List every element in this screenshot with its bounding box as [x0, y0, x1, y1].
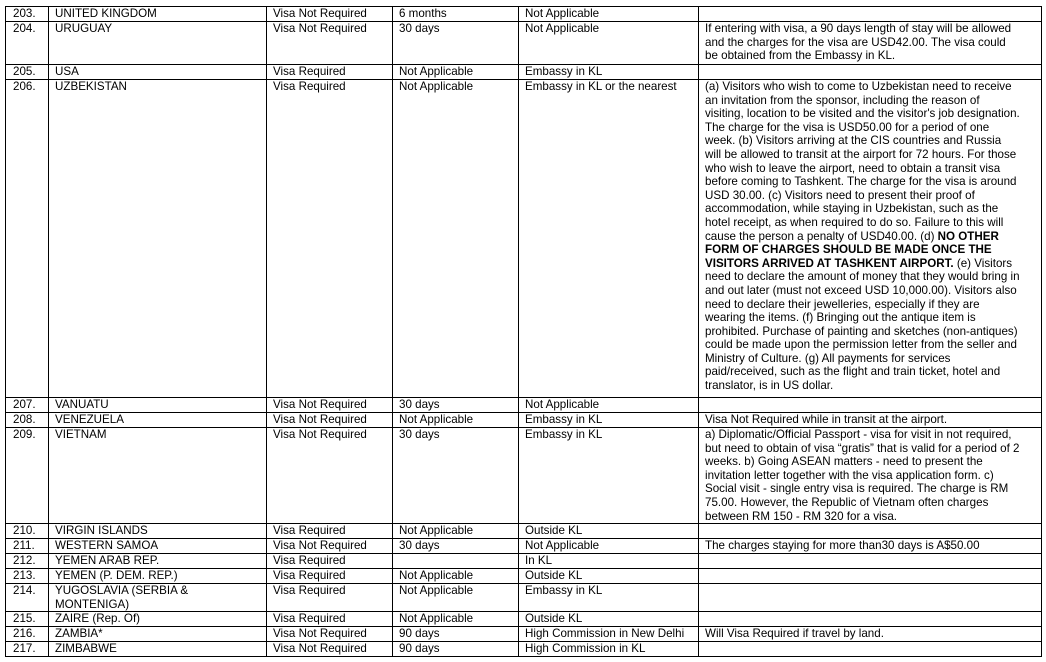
- where-to-obtain: Embassy in KL: [519, 413, 699, 428]
- table-row: [6, 554, 1042, 569]
- country-name: UNITED KINGDOM: [49, 7, 267, 22]
- visa-status: Visa Required: [267, 524, 393, 539]
- table-row: [6, 22, 1042, 65]
- table-row: [6, 413, 1042, 428]
- country-name: YEMEN ARAB REP.: [49, 554, 267, 569]
- country-name: URUGUAY: [49, 22, 267, 65]
- where-to-obtain: Embassy in KL: [519, 584, 699, 612]
- country-name: VIRGIN ISLANDS: [49, 524, 267, 539]
- table-row: [6, 627, 1042, 642]
- length-of-stay: 6 months: [393, 7, 519, 22]
- where-to-obtain: High Commission in New Delhi: [519, 627, 699, 642]
- table-row: [6, 80, 1042, 398]
- remarks: [699, 554, 1042, 569]
- country-name: UZBEKISTAN: [49, 80, 267, 398]
- remarks: [699, 80, 1042, 398]
- row-number: 203.: [6, 7, 49, 22]
- country-name: ZAMBIA*: [49, 627, 267, 642]
- table-row: [6, 524, 1042, 539]
- length-of-stay: Not Applicable: [393, 584, 519, 612]
- visa-status: Visa Required: [267, 554, 393, 569]
- visa-status: Visa Not Required: [267, 398, 393, 413]
- length-of-stay: 30 days: [393, 539, 519, 554]
- visa-status: Visa Not Required: [267, 413, 393, 428]
- table-row: [6, 398, 1042, 413]
- remarks: [699, 524, 1042, 539]
- row-number: 210.: [6, 524, 49, 539]
- where-to-obtain: Not Applicable: [519, 7, 699, 22]
- remarks: [699, 65, 1042, 80]
- row-number: 212.: [6, 554, 49, 569]
- row-number: 217.: [6, 642, 49, 657]
- table-row: [6, 65, 1042, 80]
- table-row: [6, 428, 1042, 524]
- country-name: VENEZUELA: [49, 413, 267, 428]
- length-of-stay: 90 days: [393, 627, 519, 642]
- row-number: 204.: [6, 22, 49, 65]
- length-of-stay: [393, 554, 519, 569]
- visa-status: Visa Not Required: [267, 428, 393, 524]
- country-name: USA: [49, 65, 267, 80]
- length-of-stay: 30 days: [393, 428, 519, 524]
- table-row: [6, 569, 1042, 584]
- country-name: VIETNAM: [49, 428, 267, 524]
- length-of-stay: Not Applicable: [393, 413, 519, 428]
- remarks: [699, 612, 1042, 627]
- visa-status: Visa Not Required: [267, 7, 393, 22]
- where-to-obtain: High Commission in KL: [519, 642, 699, 657]
- country-name: VANUATU: [49, 398, 267, 413]
- visa-status: Visa Not Required: [267, 627, 393, 642]
- row-number: 205.: [6, 65, 49, 80]
- visa-status: Visa Required: [267, 80, 393, 398]
- where-to-obtain: In KL: [519, 554, 699, 569]
- row-number: 209.: [6, 428, 49, 524]
- table-row: [6, 584, 1042, 612]
- remarks: [699, 569, 1042, 584]
- remarks-text: (a) Visitors who wish to come to Uzbekistan need to receive an invitation from the sponsor, including the reason of visiting, location to be visited and the visitor's job designation. The charge for the visa is USD50.00 for a period of one week. (b) Visitors arriving at the CIS countries and Russia will be allowed to transit at the airport for 72 hours. For those who wish to leave the airport, need to obtain a transit visa before coming to Tashkent. The charge for the visa is around USD 30.00. (c) Visitors need to present their proof of accommodation, while staying in Uzbekistan, such as the hotel receipt, as when required to do so. Failure to this will cause the person a penalty of USD40.00. (d): [705, 80, 1020, 243]
- country-name: WESTERN SAMOA: [49, 539, 267, 554]
- country-name: YUGOSLAVIA (SERBIA & MONTENIGA): [49, 584, 267, 612]
- table-row: [6, 612, 1042, 627]
- length-of-stay: 90 days: [393, 642, 519, 657]
- visa-requirements-table: [5, 6, 1042, 657]
- remarks: a) Diplomatic/Official Passport - visa for visit in not required, but need to obtain of visa “gratis” that is valid for a period of 2 weeks. b) Going ASEAN matters - need to present the invitation letter together with the visa application form. c) Social visit - single entry visa is required. The charge is RM 75.00. However, the Republic of Vietnam often charges between RM 150 - RM 320 for a visa.: [699, 428, 1042, 524]
- where-to-obtain: Embassy in KL: [519, 65, 699, 80]
- length-of-stay: 30 days: [393, 398, 519, 413]
- row-number: 207.: [6, 398, 49, 413]
- where-to-obtain: Embassy in KL or the nearest: [519, 80, 699, 398]
- table-row: [6, 642, 1042, 657]
- where-to-obtain: Embassy in KL: [519, 428, 699, 524]
- length-of-stay: Not Applicable: [393, 65, 519, 80]
- where-to-obtain: Outside KL: [519, 524, 699, 539]
- table-row: [6, 539, 1042, 554]
- where-to-obtain: Not Applicable: [519, 539, 699, 554]
- row-number: 215.: [6, 612, 49, 627]
- country-name: ZAIRE (Rep. Of): [49, 612, 267, 627]
- visa-status: Visa Not Required: [267, 642, 393, 657]
- remarks: [699, 398, 1042, 413]
- remarks: If entering with visa, a 90 days length of stay will be allowed and the charges for the visa are USD42.00. The visa could be obtained from the Embassy in KL.: [699, 22, 1042, 65]
- row-number: 213.: [6, 569, 49, 584]
- country-name: YEMEN (P. DEM. REP.): [49, 569, 267, 584]
- remarks: [699, 7, 1042, 22]
- table-row: [6, 7, 1042, 22]
- where-to-obtain: Outside KL: [519, 569, 699, 584]
- length-of-stay: 30 days: [393, 22, 519, 65]
- visa-status: Visa Required: [267, 584, 393, 612]
- length-of-stay: Not Applicable: [393, 569, 519, 584]
- where-to-obtain: Not Applicable: [519, 398, 699, 413]
- visa-status: Visa Not Required: [267, 539, 393, 554]
- length-of-stay: Not Applicable: [393, 612, 519, 627]
- visa-status: Visa Required: [267, 569, 393, 584]
- remarks: [699, 584, 1042, 612]
- country-name: ZIMBABWE: [49, 642, 267, 657]
- length-of-stay: Not Applicable: [393, 524, 519, 539]
- remarks-text: (e) Visitors need to declare the amount of money that they would bring in and out later (must not exceed USD 10,000.00). Visitors also need to declare their jewelleries, especially if they are wearing the items. (f) Bringing out the antique item is prohibited. Purchase of painting and sketches (non-antiques) could be made upon the permission letter from the seller and Ministry of Culture. (g) All payments for services paid/received, such as the flight and train ticket, hotel and translator, is in US dollar.: [705, 256, 1020, 393]
- row-number: 216.: [6, 627, 49, 642]
- remarks: [699, 642, 1042, 657]
- visa-status: Visa Required: [267, 65, 393, 80]
- where-to-obtain: Not Applicable: [519, 22, 699, 65]
- remarks: Visa Not Required while in transit at the airport.: [699, 413, 1042, 428]
- row-number: 211.: [6, 539, 49, 554]
- visa-status: Visa Not Required: [267, 22, 393, 65]
- length-of-stay: Not Applicable: [393, 80, 519, 398]
- row-number: 214.: [6, 584, 49, 612]
- remarks: The charges staying for more than30 days is A$50.00: [699, 539, 1042, 554]
- visa-status: Visa Required: [267, 612, 393, 627]
- row-number: 208.: [6, 413, 49, 428]
- where-to-obtain: Outside KL: [519, 612, 699, 627]
- remarks: Will Visa Required if travel by land.: [699, 627, 1042, 642]
- remarks-bold-text: NO OTHER FORM OF CHARGES SHOULD BE MADE ONCE THE VISITORS ARRIVED AT TASHKENT AIRPORT.: [705, 229, 999, 270]
- row-number: 206.: [6, 80, 49, 398]
